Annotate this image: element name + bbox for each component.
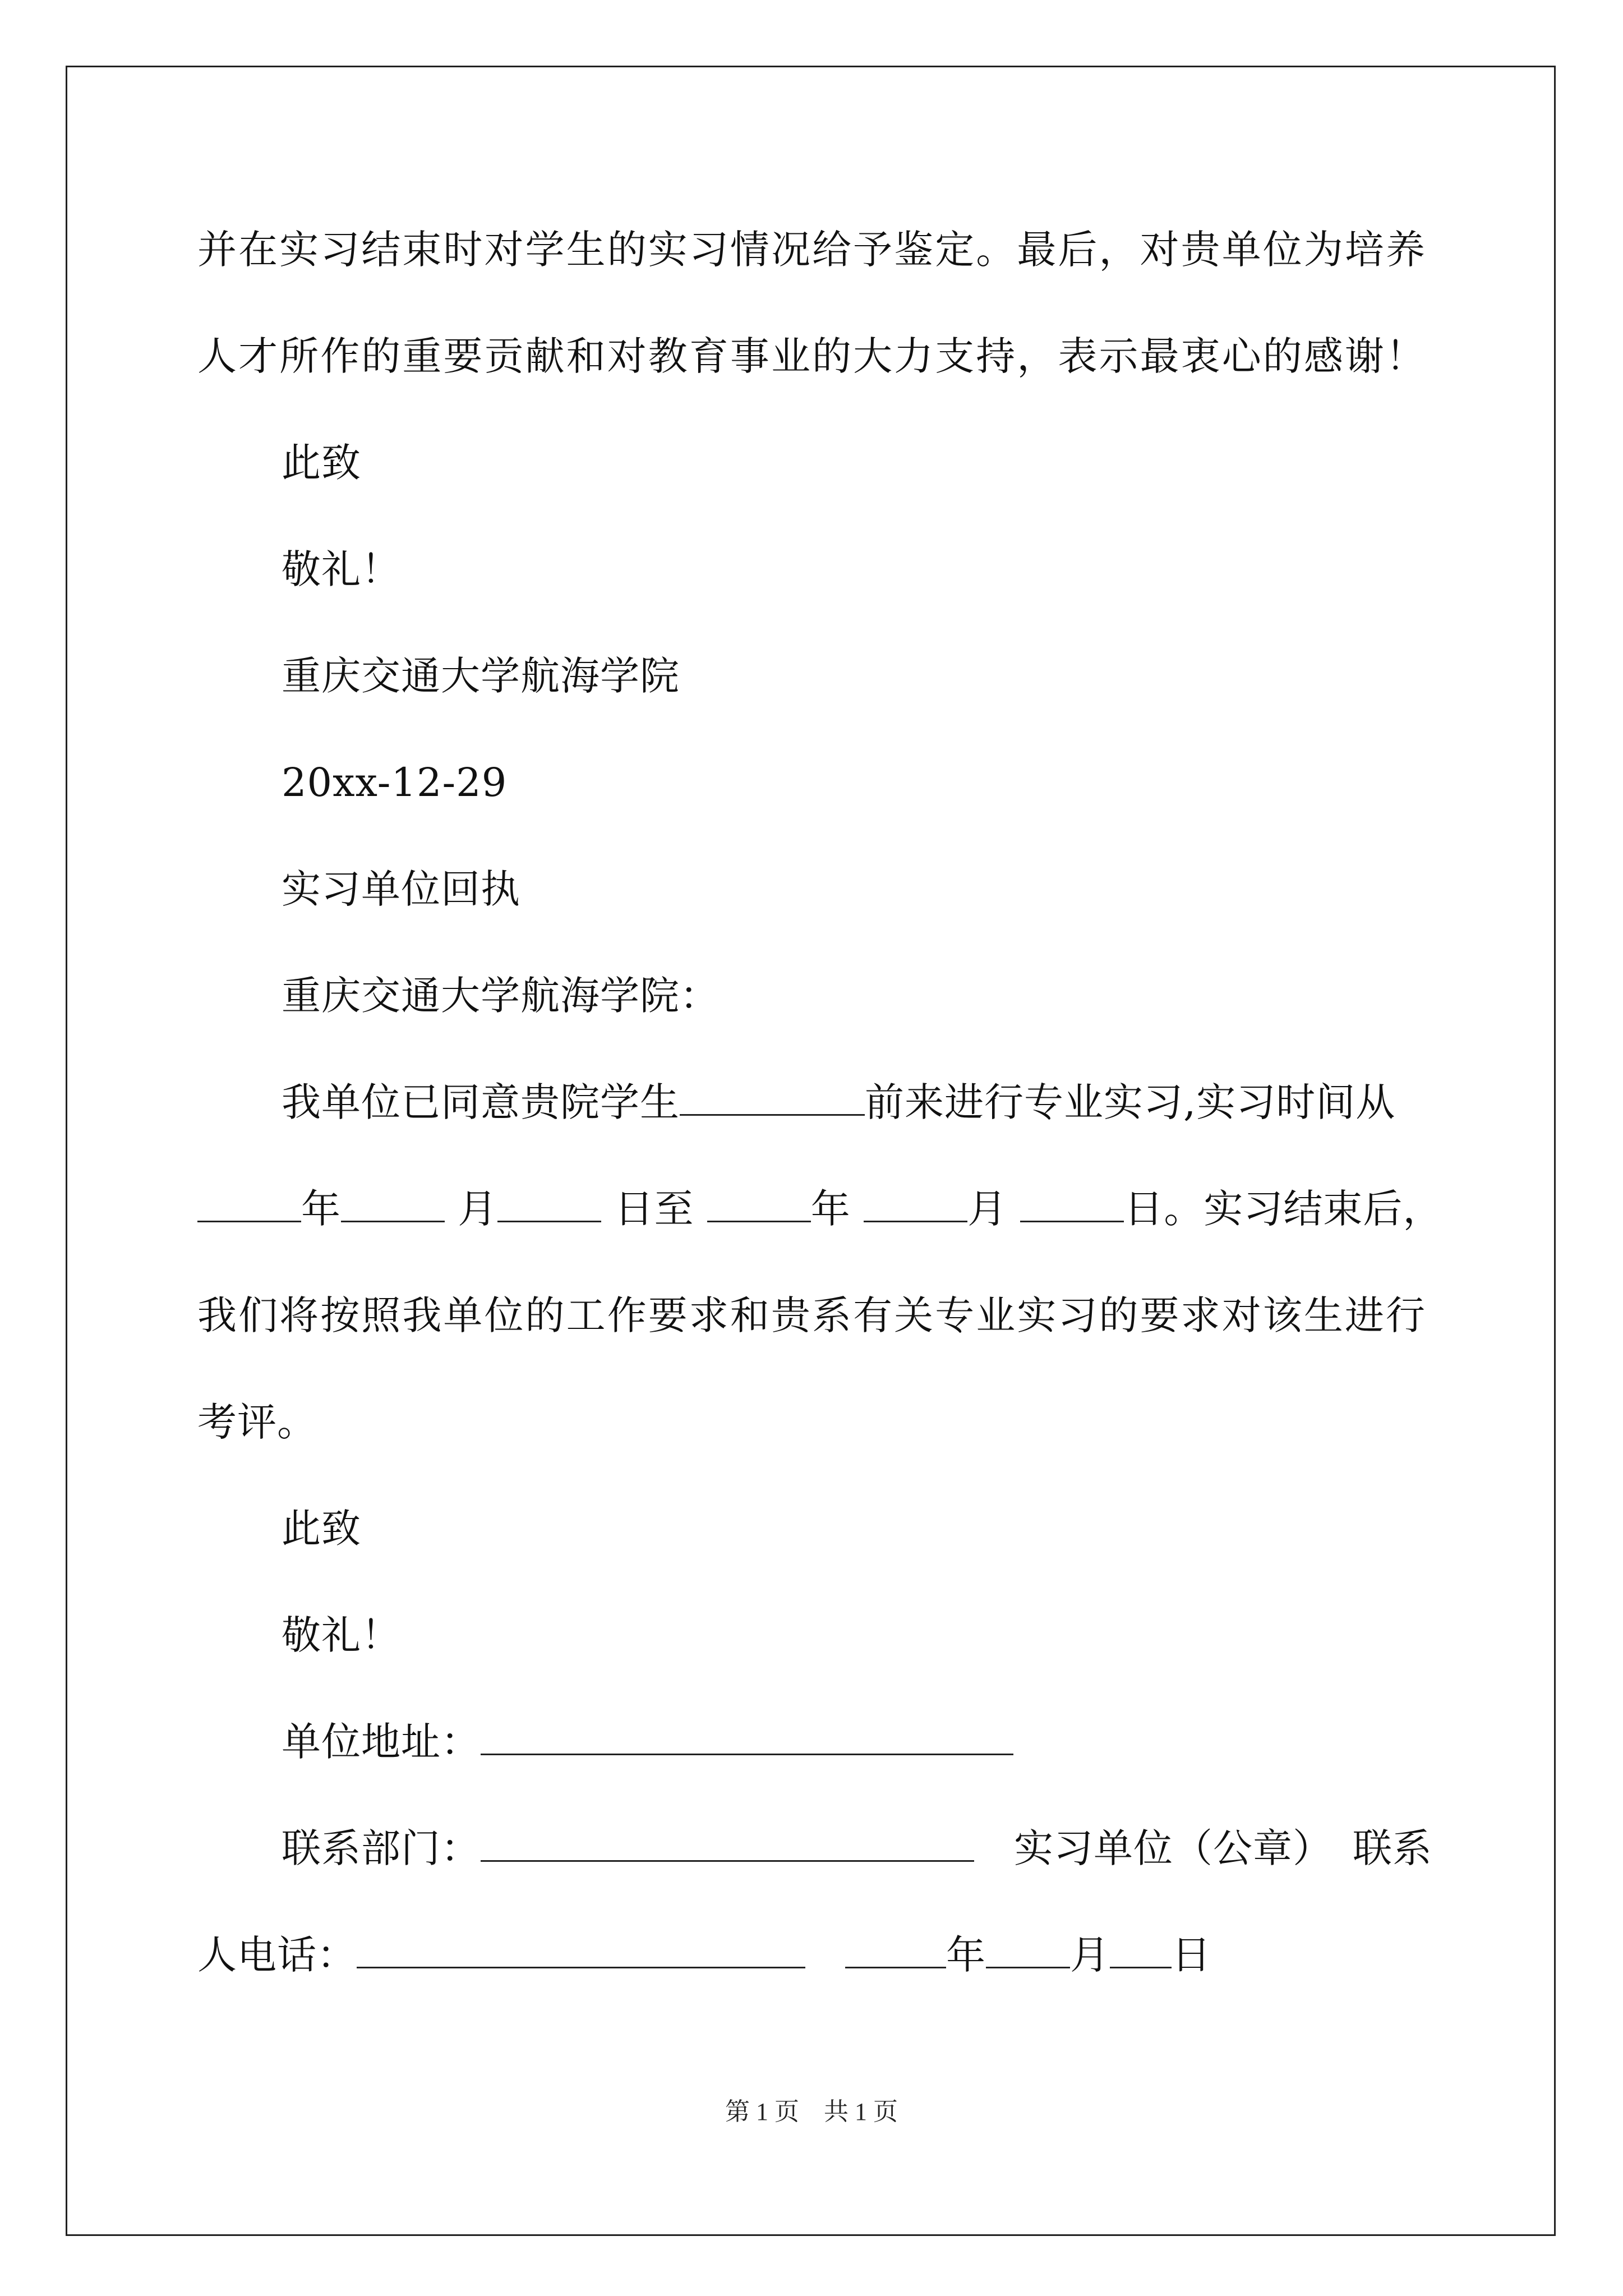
department-blank — [481, 1825, 974, 1862]
start-month-blank — [341, 1186, 445, 1222]
month-label: 月 — [967, 1186, 1008, 1232]
start-day-blank — [497, 1186, 601, 1222]
year-label: 年 — [946, 1932, 986, 1978]
reply-paragraph-line: 我们将按照我单位的工作要求和贵系有关专业实习的要求对该生进行 — [197, 1292, 1426, 1338]
department-line — [282, 1823, 1623, 1874]
reply-paragraph-line: 考评。 — [197, 1399, 317, 1445]
contact-label: 联系 — [1353, 1825, 1432, 1871]
end-year-blank — [707, 1186, 811, 1222]
sign-month-blank — [986, 1932, 1070, 1968]
address-line — [282, 1717, 1623, 1767]
day-label: 日 — [1172, 1932, 1211, 1978]
page-border — [66, 66, 1556, 2236]
reply-paragraph-line — [197, 1184, 1623, 1234]
phone-line — [197, 1930, 1623, 1980]
letter-date: 20xx-12-29 — [282, 760, 508, 806]
paragraph-line: 并在实习结束时对学生的实习情况给予鉴定。最后，对贵单位为培养 — [197, 227, 1426, 273]
to-label: 至 — [654, 1186, 694, 1232]
salutation-text: 敬礼！ — [282, 1612, 401, 1658]
sign-year-blank — [845, 1932, 946, 1968]
address-blank — [481, 1719, 1013, 1755]
phone-blank — [357, 1932, 805, 1968]
end-day-blank — [1020, 1186, 1124, 1222]
year-label: 年 — [810, 1186, 851, 1232]
reply-addressee: 重庆交通大学航海学院： — [282, 973, 720, 1019]
reply-text: 。实习结束后， — [1164, 1186, 1443, 1232]
reply-text: 前来进行专业实习,实习时间从 — [865, 1079, 1396, 1125]
closing-text: 此致 — [282, 1506, 361, 1552]
day-label: 日 — [1124, 1186, 1164, 1232]
department-label: 联系部门： — [282, 1825, 481, 1871]
reply-paragraph-line — [282, 1077, 1623, 1128]
student-name-blank — [680, 1079, 865, 1116]
sender-name: 重庆交通大学航海学院 — [282, 653, 680, 699]
stamp-label: 实习单位（公章） — [1014, 1825, 1313, 1871]
month-label: 月 — [458, 1186, 498, 1232]
month-label: 月 — [1070, 1932, 1110, 1978]
reply-text: 我单位已同意贵院学生 — [282, 1079, 680, 1125]
contact-label: 人电话： — [197, 1932, 357, 1978]
start-year-blank — [197, 1186, 301, 1222]
sign-day-blank — [1110, 1932, 1172, 1968]
page-number-footer: 第 1 页 共 1 页 — [725, 2098, 898, 2125]
address-label: 单位地址： — [282, 1719, 481, 1765]
salutation-text: 敬礼！ — [282, 546, 401, 592]
closing-text: 此致 — [282, 440, 361, 486]
day-label: 日 — [614, 1186, 654, 1232]
paragraph-line: 人才所作的重要贡献和对教育事业的大力支持，表示最衷心的感谢！ — [197, 333, 1426, 379]
reply-title: 实习单位回执 — [282, 866, 520, 912]
end-month-blank — [864, 1186, 967, 1222]
year-label: 年 — [301, 1186, 341, 1232]
